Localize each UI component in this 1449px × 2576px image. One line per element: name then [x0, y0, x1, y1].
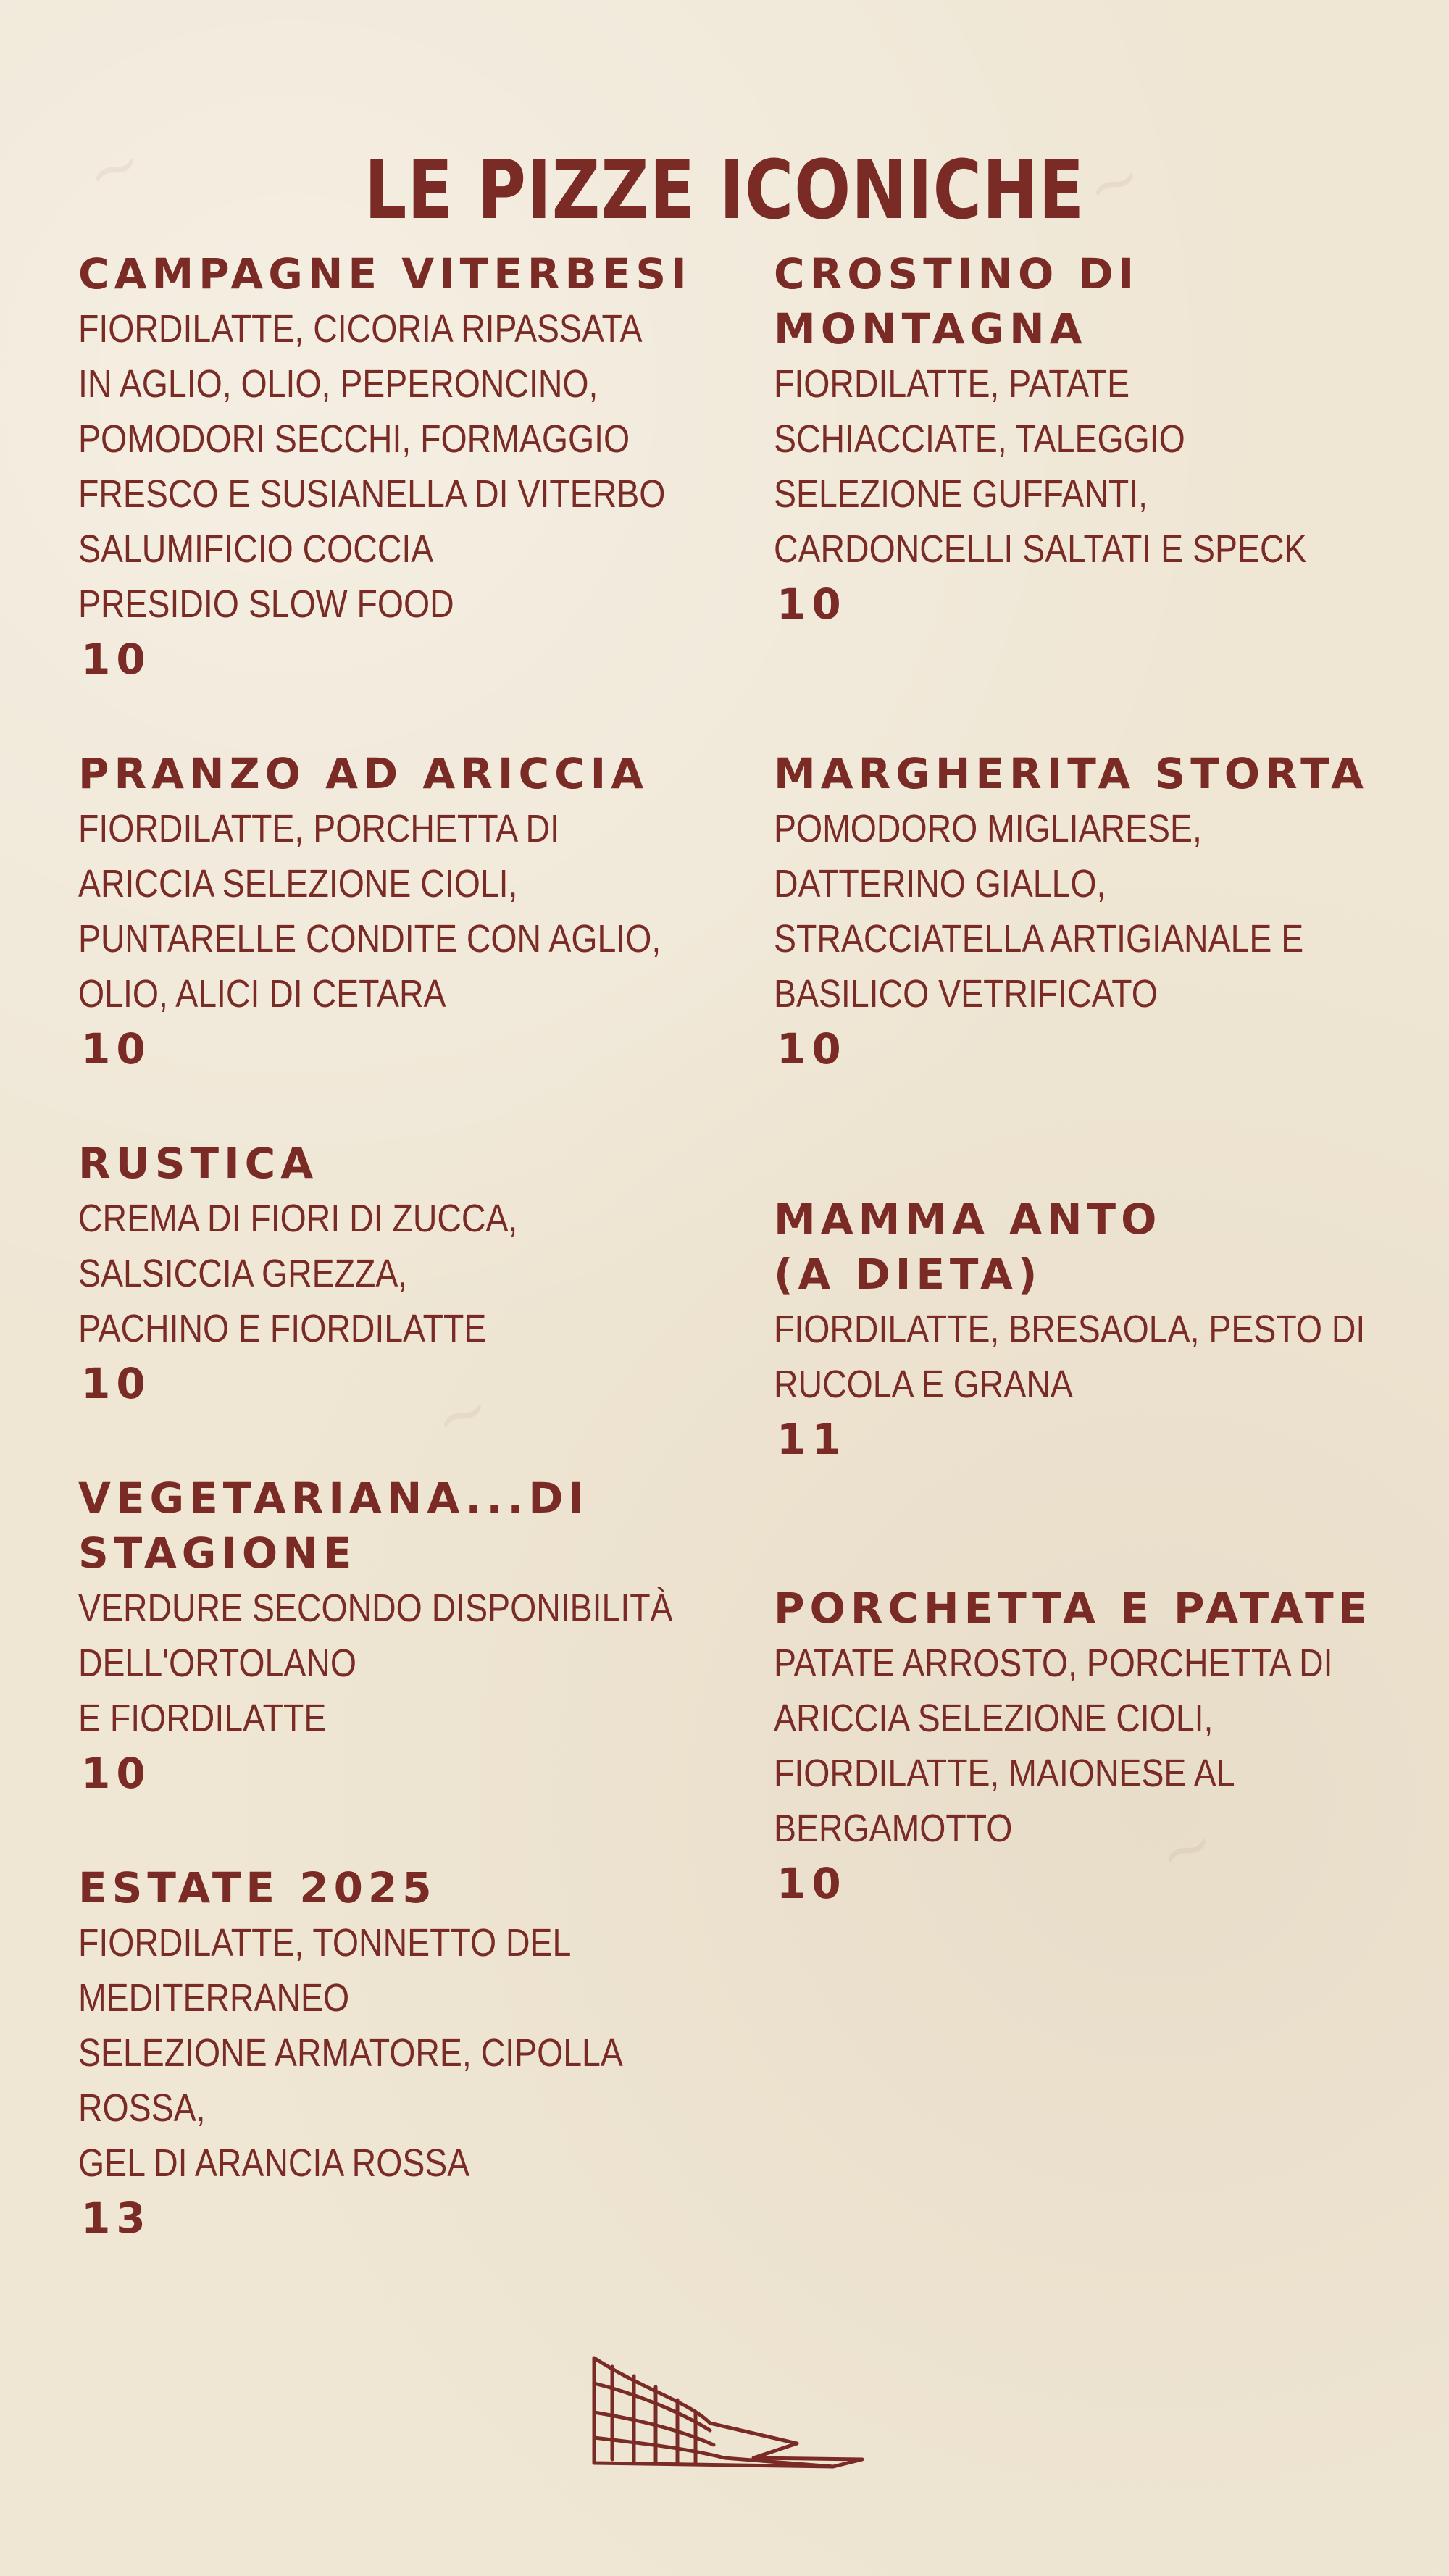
menu-item	[78, 246, 716, 687]
watermark-decoration: ~	[422, 1368, 502, 1460]
item-description: VERDURE SECONDO DISPONIBILITÀ DELL'ORTOLANO E FIORDILATTE	[78, 1586, 673, 1740]
watermark-decoration: ~	[1074, 137, 1154, 229]
item-name: ESTATE 2025	[78, 1863, 437, 1912]
item-description: POMODORO MIGLIARESE, DATTERINO GIALLO, STRACCIATELLA ARTIGIANALE E BASILICO VETRIFICATO	[774, 807, 1304, 1016]
item-price: 10	[81, 1749, 151, 1798]
item-price: 10	[81, 1359, 151, 1408]
item-name: MAMMA ANTO (A DIETA)	[774, 1195, 1162, 1299]
item-description: FIORDILATTE, TONNETTO DEL MEDITERRANEO SELEZIONE ARMATORE, CIPOLLA ROSSA, GEL DI ARANCIA ROSSA	[78, 1921, 623, 2185]
item-description: FIORDILATTE, PORCHETTA DI ARICCIA SELEZIONE CIOLI, PUNTARELLE CONDITE CON AGLIO, OLIO, ALICI DI CETARA	[78, 807, 661, 1016]
item-description: FIORDILATTE, BRESAOLA, PESTO DI RUCOLA E GRANA	[774, 1308, 1366, 1406]
watermark-decoration: ~	[75, 122, 154, 214]
menu-item	[774, 746, 1411, 1076]
item-price: 10	[81, 635, 151, 684]
menu-item	[774, 246, 1411, 632]
item-name: RUSTICA	[78, 1139, 319, 1188]
menu-item	[774, 1581, 1411, 1911]
item-name: VEGETARIANA...DI STAGIONE	[78, 1473, 590, 1578]
item-price: 10	[81, 1024, 151, 1074]
menu-item	[774, 1192, 1411, 1467]
item-price: 11	[777, 1415, 847, 1464]
item-description: PATATE ARROSTO, PORCHETTA DI ARICCIA SELEZIONE CIOLI, FIORDILATTE, MAIONESE AL BERGAMOTTO	[774, 1642, 1333, 1850]
item-description: FIORDILATTE, CICORIA RIPASSATA IN AGLIO, OLIO, PEPERONCINO, POMODORI SECCHI, FORMAGGIO FRESCO E SUSIANELLA DI VITERBO SALUMIFICIO COCCIA PRESIDIO SLOW FOOD	[78, 307, 666, 626]
item-description: CREMA DI FIORI DI ZUCCA, SALSICCIA GREZZA, PACHINO E FIORDILATTE	[78, 1197, 518, 1350]
item-name: MARGHERITA STORTA	[774, 749, 1369, 798]
menu-item	[78, 1471, 716, 1801]
item-price: 10	[777, 1859, 847, 1908]
item-name: PRANZO AD ARICCIA	[78, 749, 649, 798]
menu-item	[78, 1136, 716, 1411]
item-price: 10	[777, 580, 847, 629]
watermark-decoration: ~	[1147, 1803, 1227, 1895]
item-price: 10	[777, 1024, 847, 1074]
item-name: CROSTINO DI MONTAGNA	[774, 249, 1140, 354]
item-description: FIORDILATTE, PATATE SCHIACCIATE, TALEGGIO SELEZIONE GUFFANTI, CARDONCELLI SALTATI E SPECK	[774, 362, 1307, 571]
menu-item	[78, 1860, 716, 2246]
item-name: PORCHETTA E PATATE	[774, 1584, 1373, 1633]
page-title: LE PIZZE ICONICHE	[364, 143, 1085, 238]
item-price: 13	[81, 2194, 151, 2243]
menu-item	[78, 746, 716, 1076]
item-name: CAMPAGNE VITERBESI	[78, 249, 692, 298]
colosseum-icon	[580, 2351, 869, 2481]
